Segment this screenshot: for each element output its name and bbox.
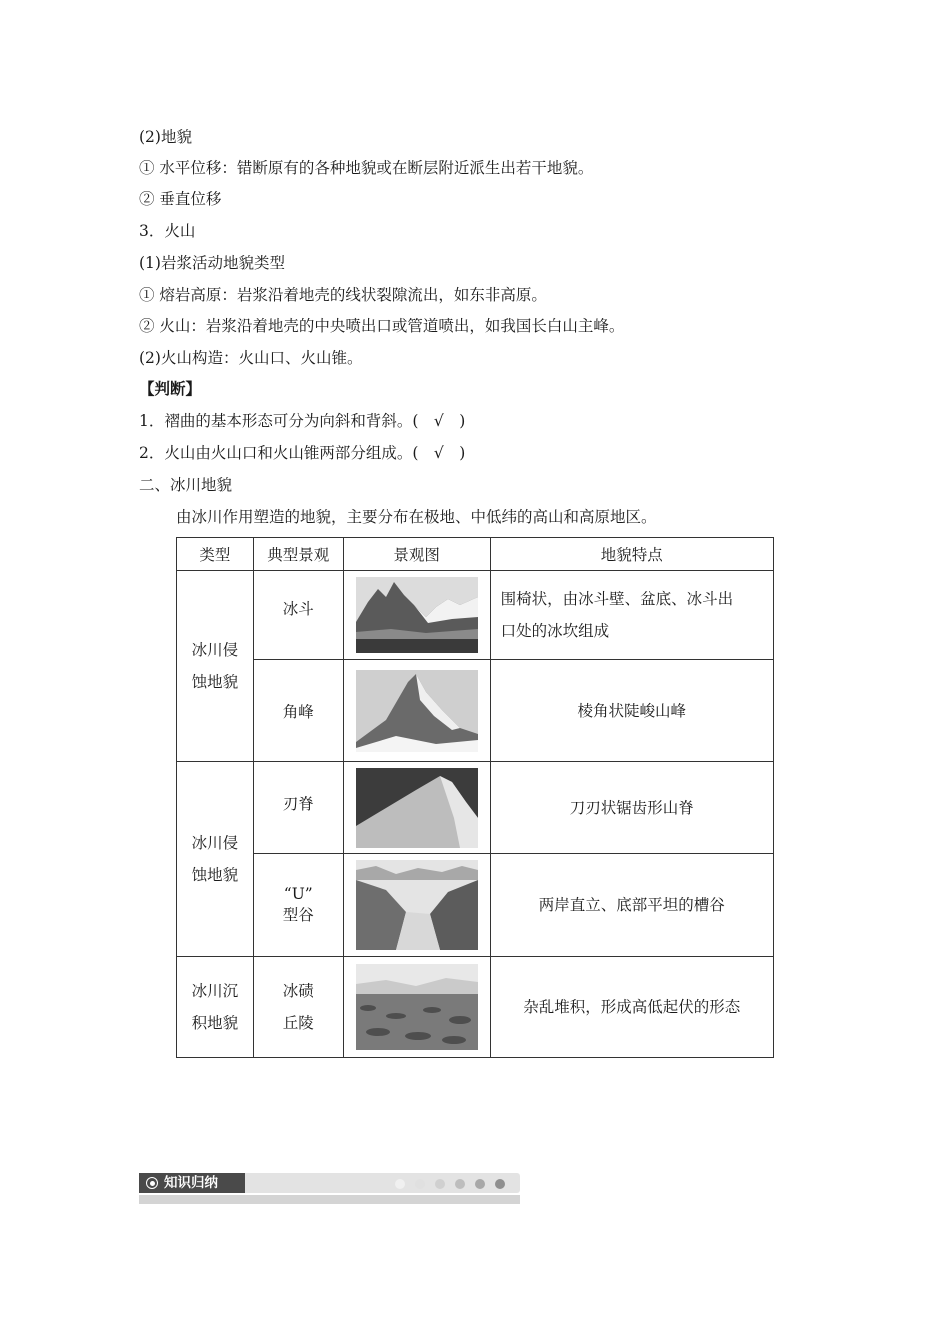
feature-horn: 棱角状陡峻山峰 <box>490 660 773 762</box>
u-valley-photo-icon <box>356 860 478 950</box>
landscape-u-valley: “U” 型谷 <box>253 854 343 957</box>
image-cirque <box>343 571 490 660</box>
knowledge-summary-banner <box>139 1173 520 1204</box>
landscape-moraine: 冰碛 丘陵 <box>253 957 343 1058</box>
arete-photo-icon <box>356 768 478 848</box>
header-landscape: 典型景观 <box>253 538 343 571</box>
banner-dot-icon <box>435 1179 445 1189</box>
text-horizontal-displacement: ① 水平位移：错断原有的各种地貌或在断层附近派生出若干地貌。 <box>139 159 594 177</box>
table-row <box>177 957 774 1058</box>
image-arete <box>343 762 490 854</box>
banner-dot-icon <box>415 1179 425 1189</box>
header-feature: 地貌特点 <box>490 538 773 571</box>
text-landform-heading: (2)地貌 <box>139 128 192 146</box>
text-lava-plateau: ① 熔岩高原：岩浆沿着地壳的线状裂隙流出，如东非高原。 <box>139 286 547 304</box>
banner-dot-icon <box>495 1179 505 1189</box>
text-glacier-intro: 由冰川作用塑造的地貌，主要分布在极地、中低纬的高山和高原地区。 <box>176 508 657 526</box>
image-moraine <box>343 957 490 1058</box>
banner-dot-icon <box>475 1179 485 1189</box>
category-erosion-2: 冰川侵 蚀地貌 <box>177 762 254 957</box>
text-volcano: ② 火山：岩浆沿着地壳的中央喷出口或管道喷出，如我国长白山主峰。 <box>139 317 625 335</box>
image-u-valley <box>343 854 490 957</box>
table-row <box>177 571 774 660</box>
judgement-item-2: 2．火山由火山口和火山锥两部分组成。( √ ) <box>139 444 466 462</box>
judgement-item-1: 1．褶曲的基本形态可分为向斜和背斜。( √ ) <box>139 412 466 430</box>
feature-moraine: 杂乱堆积，形成高低起伏的形态 <box>490 957 773 1058</box>
target-circle-icon <box>146 1177 158 1189</box>
table-header-row <box>177 538 774 571</box>
feature-u-valley: 两岸直立、底部平坦的槽谷 <box>490 854 773 957</box>
banner-label: 知识归纳 <box>139 1173 245 1193</box>
feature-arete: 刀刃状锯齿形山脊 <box>490 762 773 854</box>
cirque-photo-icon <box>356 577 478 653</box>
table-row <box>177 854 774 957</box>
category-deposition: 冰川沉 积地貌 <box>177 957 254 1058</box>
landscape-arete: 刃脊 <box>253 762 343 854</box>
landscape-cirque: 冰斗 <box>253 571 343 660</box>
section-glacier-heading: 二、冰川地貌 <box>139 476 233 494</box>
horn-peak-photo-icon <box>356 670 478 752</box>
banner-underline <box>139 1195 520 1204</box>
banner-dot-icon <box>395 1179 405 1189</box>
banner-dot-icon <box>455 1179 465 1189</box>
feature-cirque: 围椅状，由冰斗壁、盆底、冰斗出 口处的冰坎组成 <box>490 571 773 660</box>
glacier-landform-table <box>176 537 774 1058</box>
judgement-heading: 【判断】 <box>139 380 202 398</box>
text-vertical-displacement: ② 垂直位移 <box>139 190 222 208</box>
landscape-horn: 角峰 <box>253 660 343 762</box>
table-row <box>177 660 774 762</box>
image-horn <box>343 660 490 762</box>
moraine-photo-icon <box>356 964 478 1050</box>
header-type: 类型 <box>177 538 254 571</box>
category-erosion-1: 冰川侵 蚀地貌 <box>177 571 254 762</box>
header-image: 景观图 <box>343 538 490 571</box>
text-volcano-heading: 3．火山 <box>139 222 196 240</box>
text-volcano-structure: (2)火山构造：火山口、火山锥。 <box>139 349 363 367</box>
table-row <box>177 762 774 854</box>
text-magma-types: (1)岩浆活动地貌类型 <box>139 254 285 272</box>
